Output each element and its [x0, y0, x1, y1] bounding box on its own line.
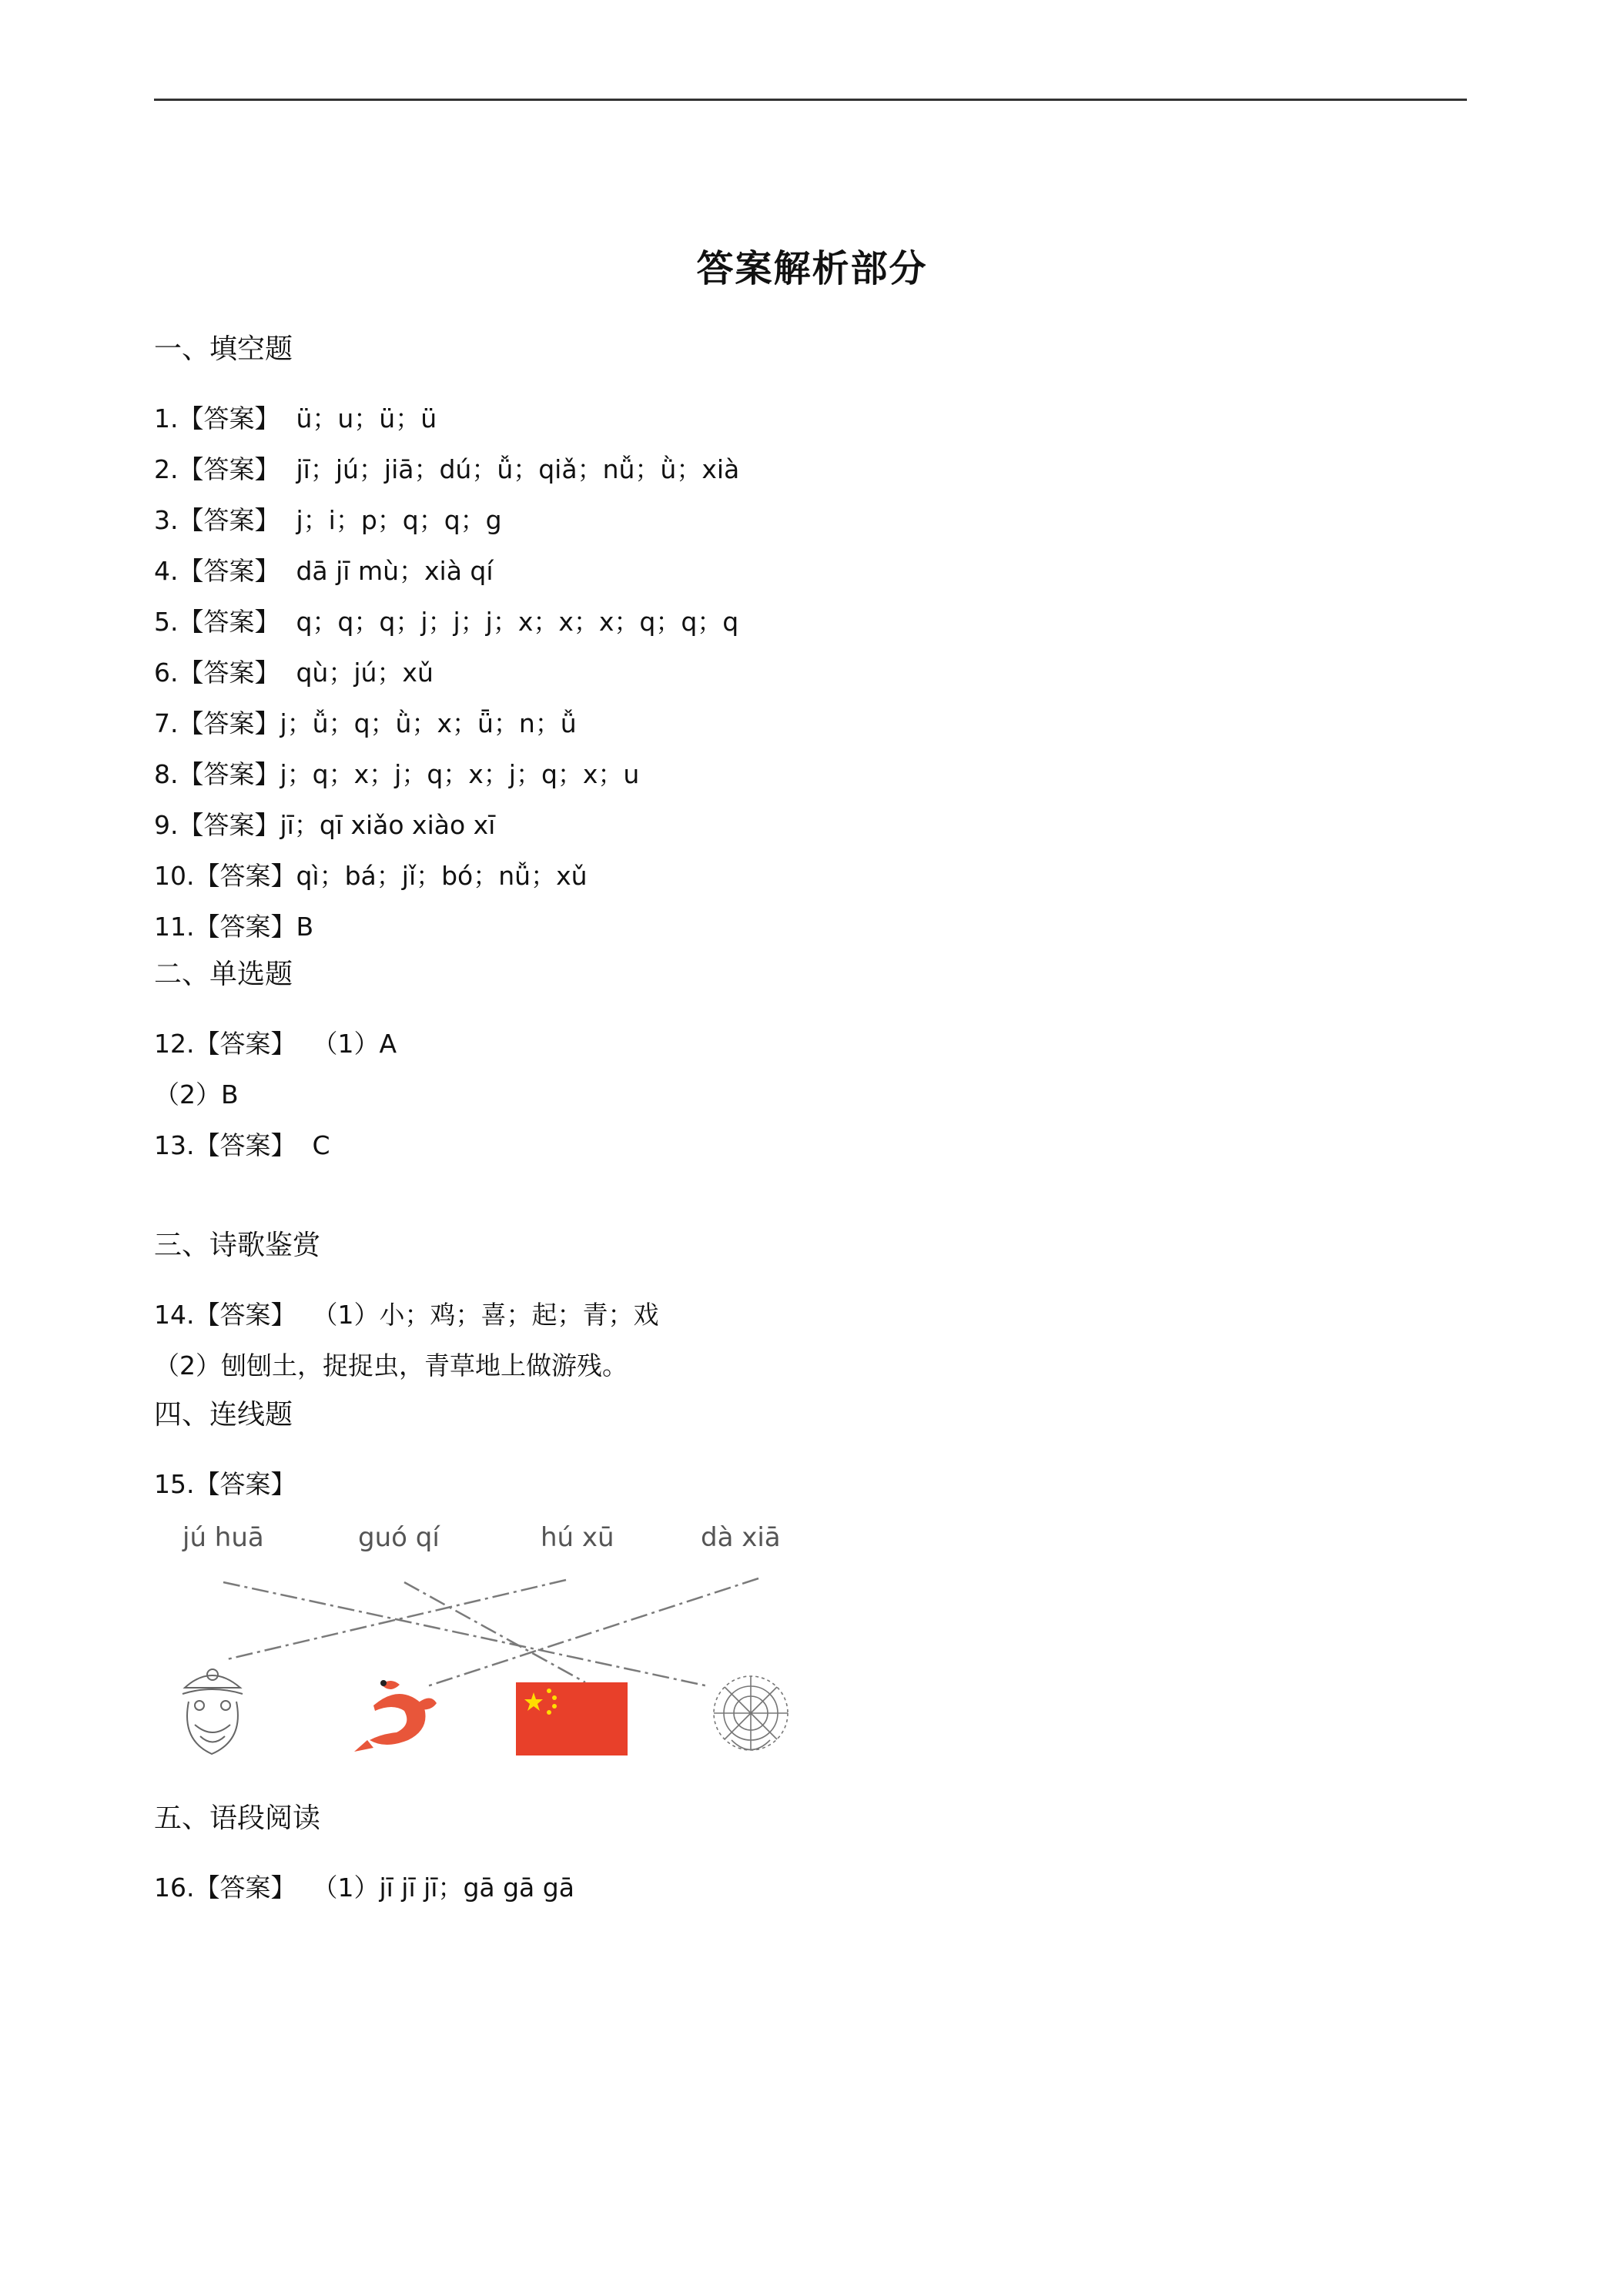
answer-line-8	[154, 758, 639, 792]
section-heading-matching: 四、连线题	[154, 1399, 293, 1431]
answer-text: j；ǚ；q；ǜ；x；ǖ；n；ǚ	[280, 708, 577, 738]
answer-text: B	[296, 912, 314, 942]
answer-line-14-sub2: （2）刨刨土，捉捉虫，青草地上做游残。	[154, 1350, 628, 1381]
answer-line-7	[154, 707, 577, 741]
answer-text: jī；jú；jiā；dú；ǚ；qiǎ；nǚ；ǜ；xià	[280, 454, 740, 484]
answer-label: 8.【答案】	[154, 759, 280, 789]
pinyin-label-huxu: hú xū	[541, 1522, 614, 1553]
answer-line-9	[154, 808, 495, 842]
chrysanthemum-icon	[714, 1676, 788, 1750]
answer-line-1	[154, 402, 437, 436]
matching-figure	[166, 1509, 812, 1763]
shrimp-icon	[354, 1680, 437, 1752]
answer-text: （1）A	[296, 1029, 397, 1059]
section-heading-fill-blank: 一、填空题	[154, 333, 293, 365]
pinyin-label-guoqi: guó qí	[358, 1522, 440, 1553]
match-line-daxia	[427, 1578, 758, 1686]
answer-text: qù；jú；xǔ	[280, 658, 434, 688]
answer-line-2	[154, 453, 739, 487]
answer-line-3	[154, 504, 502, 537]
match-line-juhua	[223, 1582, 708, 1686]
section-heading-single-choice: 二、单选题	[154, 959, 293, 990]
answer-text: j；q；x；j；q；x；j；q；x；u	[280, 759, 640, 789]
answer-label: 12.【答案】	[154, 1029, 296, 1059]
answer-line-15	[154, 1468, 296, 1501]
answer-line-12-sub2: （2）B	[154, 1079, 239, 1110]
matching-lines	[223, 1578, 758, 1686]
answer-text: ü；u；ü；ü	[280, 403, 437, 433]
answer-text: dā jī mù；xià qí	[280, 556, 494, 586]
answer-line-5	[154, 605, 738, 639]
flag-icon	[516, 1682, 628, 1755]
answer-label: 2.【答案】	[154, 454, 280, 484]
answer-line-11	[154, 910, 313, 944]
answer-label: 10.【答案】	[154, 861, 296, 891]
answer-text: qì；bá；jǐ；bó；nǚ；xǔ	[296, 861, 588, 891]
pinyin-label-daxia: dà xiā	[701, 1522, 781, 1553]
answer-line-4	[154, 554, 494, 588]
answer-line-13	[154, 1129, 330, 1163]
answer-line-10	[154, 859, 588, 893]
answer-label: 11.【答案】	[154, 912, 296, 942]
answer-text: q；q；q；j；j；j；x；x；x；q；q；q	[280, 607, 739, 637]
answer-line-12	[154, 1027, 397, 1061]
answer-label: 14.【答案】	[154, 1300, 296, 1330]
answer-text: j；i；p；q；q；g	[280, 505, 502, 535]
answer-label: 7.【答案】	[154, 708, 280, 738]
page-title: 答案解析部分	[696, 247, 928, 290]
answer-text: jī；qī xiǎo xiào xī	[280, 810, 496, 840]
answer-label: 5.【答案】	[154, 607, 280, 637]
answer-label: 13.【答案】	[154, 1130, 296, 1160]
answer-label: 16.【答案】	[154, 1873, 296, 1903]
answer-text: （1）jī jī jī；gā gā gā	[296, 1873, 574, 1903]
answer-label: 9.【答案】	[154, 810, 280, 840]
section-heading-poetry: 三、诗歌鉴赏	[154, 1230, 321, 1261]
answer-line-6	[154, 656, 434, 690]
section-heading-reading: 五、语段阅读	[154, 1802, 321, 1834]
pinyin-label-juhua: jú huā	[182, 1522, 264, 1553]
answer-label: 3.【答案】	[154, 505, 280, 535]
answer-label: 1.【答案】	[154, 403, 280, 433]
answer-label: 4.【答案】	[154, 556, 280, 586]
header-rule	[154, 99, 1467, 101]
answer-line-14	[154, 1298, 658, 1332]
answer-label: 6.【答案】	[154, 658, 280, 688]
old-man-icon	[182, 1669, 243, 1754]
answer-text: （1）小；鸡；喜；起；青；戏	[296, 1300, 659, 1330]
answer-text: C	[296, 1130, 330, 1160]
answer-label: 15.【答案】	[154, 1469, 296, 1499]
answer-line-16	[154, 1871, 574, 1905]
